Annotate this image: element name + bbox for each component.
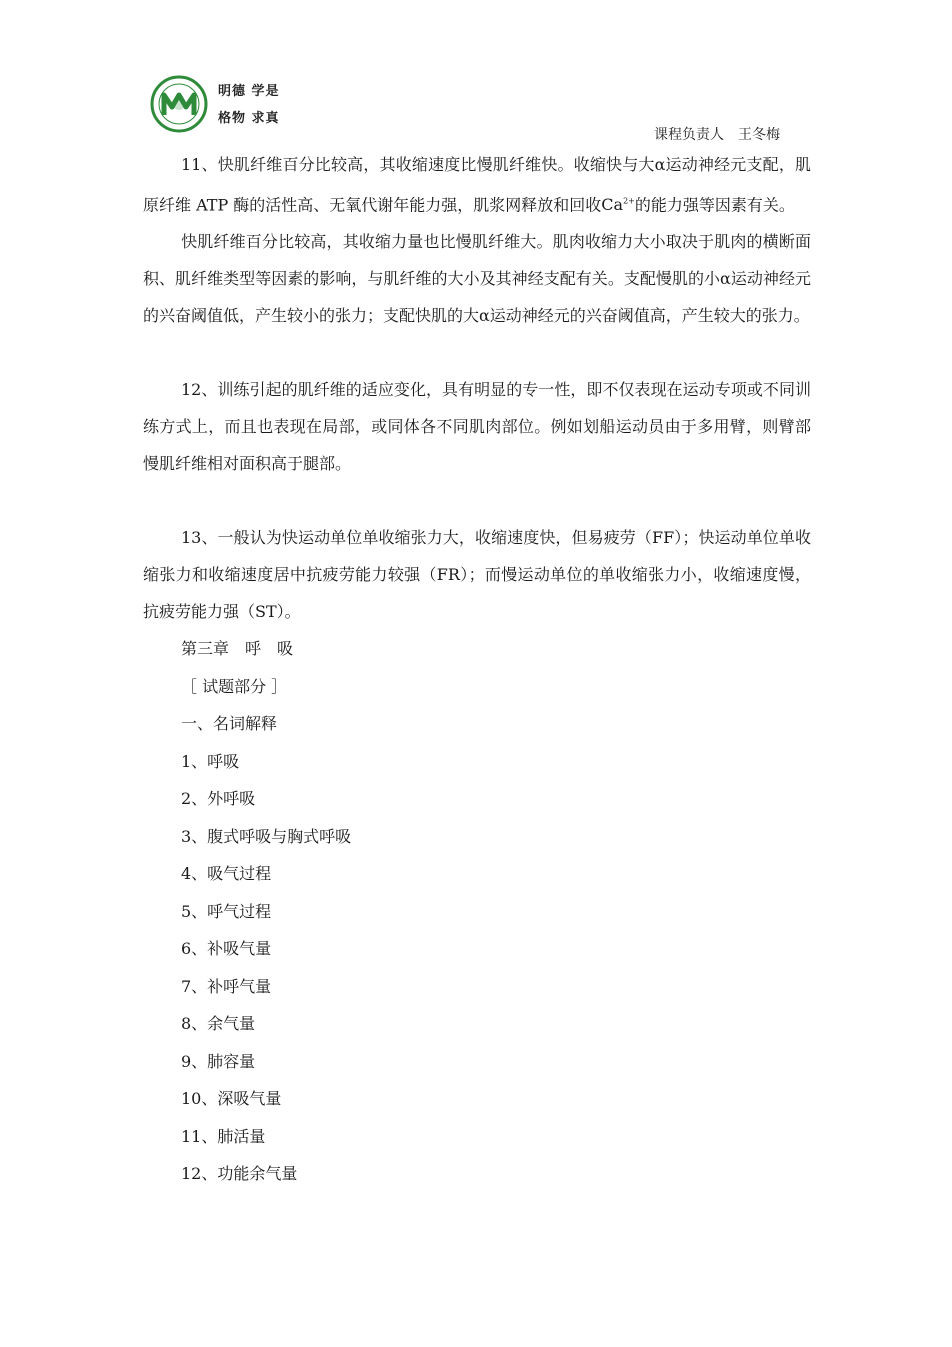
term-item: 8、余气量 xyxy=(181,1014,256,1034)
motto-line-2: 格物 求真 xyxy=(218,111,280,126)
term-item: 4、吸气过程 xyxy=(181,864,272,884)
term-item: 6、补吸气量 xyxy=(181,939,272,959)
term-item: 1、呼吸 xyxy=(181,751,240,771)
chapter-heading: 第三章 呼 吸 xyxy=(181,639,294,659)
paragraph-11b: 快肌纤维百分比较高，其收缩力量也比慢肌纤维大。肌肉收缩力大小取决于肌肉的横断面积、肌纤维类型等因素的影响，与肌纤维的大小及其神经支配有关。支配慢肌的小α运动神经元的兴奋阈值低，产生较小的张力；支配快肌的大α运动神经元的兴奋阈值高，产生较大的张力。 xyxy=(143,232,811,326)
paragraph-13: 13、一般认为快运动单位单收缩张力大，收缩速度快，但易疲劳（FF）；快运动单位单收缩张力和收缩速度居中抗疲劳能力较强（FR）；而慢运动单位的单收缩张力小，收缩速度慢，抗疲劳能力强（ST）。 xyxy=(143,528,811,622)
term-item: 9、肺容量 xyxy=(181,1051,256,1071)
calcium-ion: $Ca^{2+}$ xyxy=(601,195,635,215)
subsection-heading: 一、名词解释 xyxy=(181,714,278,734)
course-owner: 课程负责人 王冬梅 xyxy=(654,127,780,143)
paragraph-11a-text: 11、快肌纤维百分比较高，其收缩速度比慢肌纤维快。收缩快与大α运动神经元支配，肌原纤维 ATP 酶的活性高、无氧代谢年能力强，肌浆网释放和回收 xyxy=(143,155,811,215)
term-item: 11、肺活量 xyxy=(181,1126,266,1146)
paragraph-12: 12、训练引起的肌纤维的适应变化，具有明显的专一性，即不仅表现在运动专项或不同训练方式上，而且也表现在局部，或同体各不同肌肉部位。例如划船运动员由于多用臂，则臂部慢肌纤维相对面积高于腿部。 xyxy=(143,380,811,474)
term-item: 7、补呼气量 xyxy=(181,976,272,996)
term-item: 12、功能余气量 xyxy=(181,1164,298,1184)
term-item: 2、外呼吸 xyxy=(181,789,256,809)
university-logo xyxy=(150,75,208,133)
motto-line-1: 明德 学是 xyxy=(218,84,280,99)
term-item: 10、深吸气量 xyxy=(181,1089,282,1109)
term-item: 3、腹式呼吸与胸式呼吸 xyxy=(181,826,352,846)
paragraph-11a xyxy=(143,146,811,223)
paragraph-11a-tail: 的能力强等因素有关。 xyxy=(634,195,795,215)
section-heading: ［ 试题部分 ］ xyxy=(181,676,288,696)
document-body xyxy=(143,146,811,1193)
term-item: 5、呼气过程 xyxy=(181,901,272,921)
